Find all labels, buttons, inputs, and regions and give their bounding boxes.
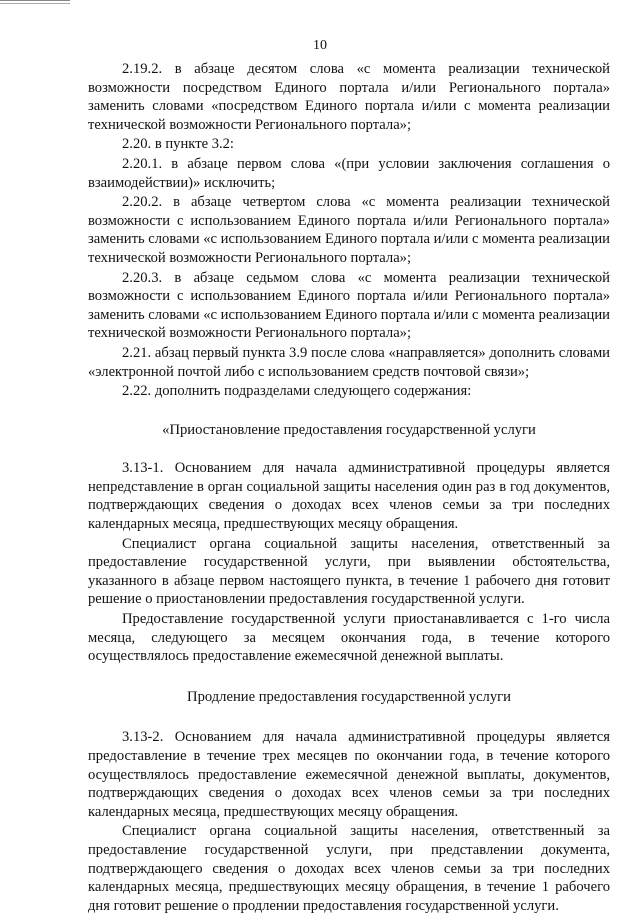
page-number: 10	[313, 38, 327, 53]
paragraph-2-20: 2.20. в пункте 3.2:	[122, 136, 234, 153]
paragraph-3-13-1: 3.13-1. Основанием для начала административной процедуры является непредставление в орган социальной защиты населения один раз в год документов, подтверждающих сведения о доходах всех членов семьи за три последних календарных месяца, предшествующих месяцу обращения.	[88, 460, 610, 533]
paragraph-2-20-2: 2.20.2. в абзаце четвертом слова «с момента реализации технической возможности с использованием Единого портала и/или Регионального портала» заменить словами «с использованием Единого портала и/или с момента реализации технической возможности Регионального портала»;	[88, 194, 610, 266]
scan-edge-mark	[0, 0, 70, 4]
paragraph-2-20-1: 2.20.1. в абзаце первом слова «(при условии заключения соглашения о взаимодействии)» исключить;	[88, 155, 610, 191]
document-body	[88, 60, 610, 916]
paragraph-2-20-3: 2.20.3. в абзаце седьмом слова «с момента реализации технической возможности с использованием Единого портала и/или Регионального портала» заменить словами «с использованием Единого портала и/или с момента реализации технической возможности Регионального портала»;	[88, 269, 610, 342]
section-heading-suspension: «Приостановление предоставления государственной услуги	[162, 421, 536, 438]
paragraph-2-22: 2.22. дополнить подразделами следующего содержания:	[122, 383, 472, 400]
paragraph-suspension-date: Предоставление государственной услуги приостанавливается с 1-го числа месяца, следующего за месяцем окончания года, в течение которого осуществлялось предоставление ежемесячной денежной выплаты.	[88, 611, 610, 665]
paragraph-extension-specialist: Специалист органа социальной защиты населения, ответственный за предоставление государственной услуги, при представлении документа, подтверждающего сведения о доходах всех членов семьи за три последних календарных месяца, предшествующих месяцу обращения, в течение 1 рабочего дня готовит решение о продлении предоставления государственной услуги.	[88, 823, 610, 914]
paragraph-suspension-specialist: Специалист органа социальной защиты населения, ответственный за предоставление государственной услуги, при выявлении обстоятельства, указанного в абзаце первом настоящего пункта, в течение 1 рабочего дня готовит решение о приостановлении предоставления государственной услуги.	[88, 535, 610, 608]
section-heading-extension: Продление предоставления государственной услуги	[187, 688, 511, 705]
paragraph-2-19-2: 2.19.2. в абзаце десятом слова «с момента реализации технической возможности посредством Единого портала и/или Регионального портала» заменить словами «посредством Единого портала и/или с момента реализации технической возможности Регионального портала»;	[88, 61, 610, 133]
paragraph-2-21: 2.21. абзац первый пункта 3.9 после слова «направляется» дополнить словами «электронной почтой либо с использованием средств почтовой связи»;	[88, 344, 610, 380]
paragraph-3-13-2: 3.13-2. Основанием для начала административной процедуры является предоставление в течение трех месяцев по окончании года, в течение которого осуществлялось предоставление ежемесячной денежной выплаты, документов, подтверждающих сведения о доходах всех членов семьи за три последних календарных месяца, предшествующих месяцу обращения.	[88, 729, 610, 820]
